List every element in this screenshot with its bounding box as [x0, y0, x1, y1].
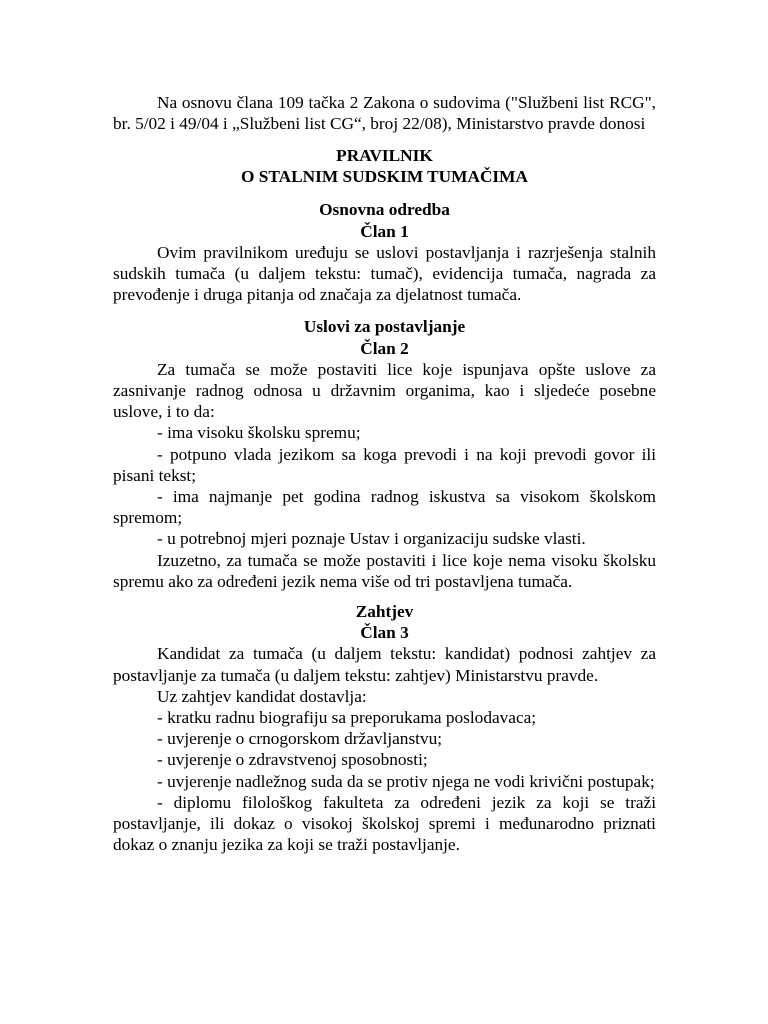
document-body — [113, 92, 656, 856]
list-item: - ima najmanje pet godina radnog iskustva sa visokom školskom spremom; — [113, 487, 656, 528]
list-item: - uvjerenje o crnogorskom državljanstvu; — [157, 729, 443, 749]
article-number: Član 1 — [360, 221, 409, 241]
list-item: - uvjerenje nadležnog suda da se protiv njega ne vodi krivični postupak; — [157, 771, 655, 791]
article-intro: Kandidat za tumača (u daljem tekstu: kandidat) podnosi zahtjev za postavljanje za tumača (u daljem tekstu: zahtjev) Ministarstvu pravde. — [113, 644, 656, 685]
preamble: Na osnovu člana 109 tačka 2 Zakona o sudovima ("Službeni list RCG", br. 5/02 i 49/04 i „Službeni list CG“, broj 22/08), Ministarstvo pravde donosi — [113, 93, 656, 134]
section-request — [113, 601, 656, 855]
section-heading: Osnovna odredba — [319, 200, 450, 220]
list-item: - ima visoku školsku spremu; — [157, 423, 361, 443]
article-lead: Uz zahtjev kandidat dostavlja: — [157, 686, 367, 706]
article-closing: Izuzetno, za tumača se može postaviti i lice koje nema visoku školsku spremu ako za određeni jezik nema više od tri postavljena tumača. — [113, 550, 656, 591]
document-title: PRAVILNIK — [336, 146, 433, 166]
list-item: - potpuno vlada jezikom sa koga prevodi i na koji prevodi govor ili pisani tekst; — [113, 444, 656, 485]
list-item: - diplomu filološkog fakulteta za određeni jezik za koji se traži postavljanje, ili dokaz o visokoj školskoj spremi i međunarodno priznati dokaz o znanju jezika za koji se traži postavljanje. — [113, 792, 656, 855]
section-appointment-conditions — [113, 316, 656, 592]
list-item: - kratku radnu biografiju sa preporukama poslodavaca; — [157, 708, 537, 728]
article-paragraph: Ovim pravilnikom uređuju se uslovi postavljanja i razrješenja stalnih sudskih tumača (u daljem tekstu: tumač), evidencija tumača, nagrada za prevođenje i druga pitanja od značaja za djelatnost tumača. — [113, 242, 656, 305]
section-heading: Zahtjev — [355, 602, 414, 622]
section-heading: Uslovi za postavljanje — [303, 317, 466, 337]
article-number: Član 2 — [360, 338, 409, 358]
article-number: Član 3 — [360, 623, 409, 643]
document-subtitle: O STALNIM SUDSKIM TUMAČIMA — [241, 167, 528, 187]
article-intro: Za tumača se može postaviti lice koje ispunjava opšte uslove za zasnivanje radnog odnosa u državnim organima, kao i sljedeće posebne uslove, i to da: — [113, 359, 656, 422]
section-basic-provision — [113, 199, 656, 305]
list-item: - uvjerenje o zdravstvenoj sposobnosti; — [157, 750, 428, 770]
list-item: - u potrebnoj mjeri poznaje Ustav i organizaciju sudske vlasti. — [157, 529, 586, 549]
